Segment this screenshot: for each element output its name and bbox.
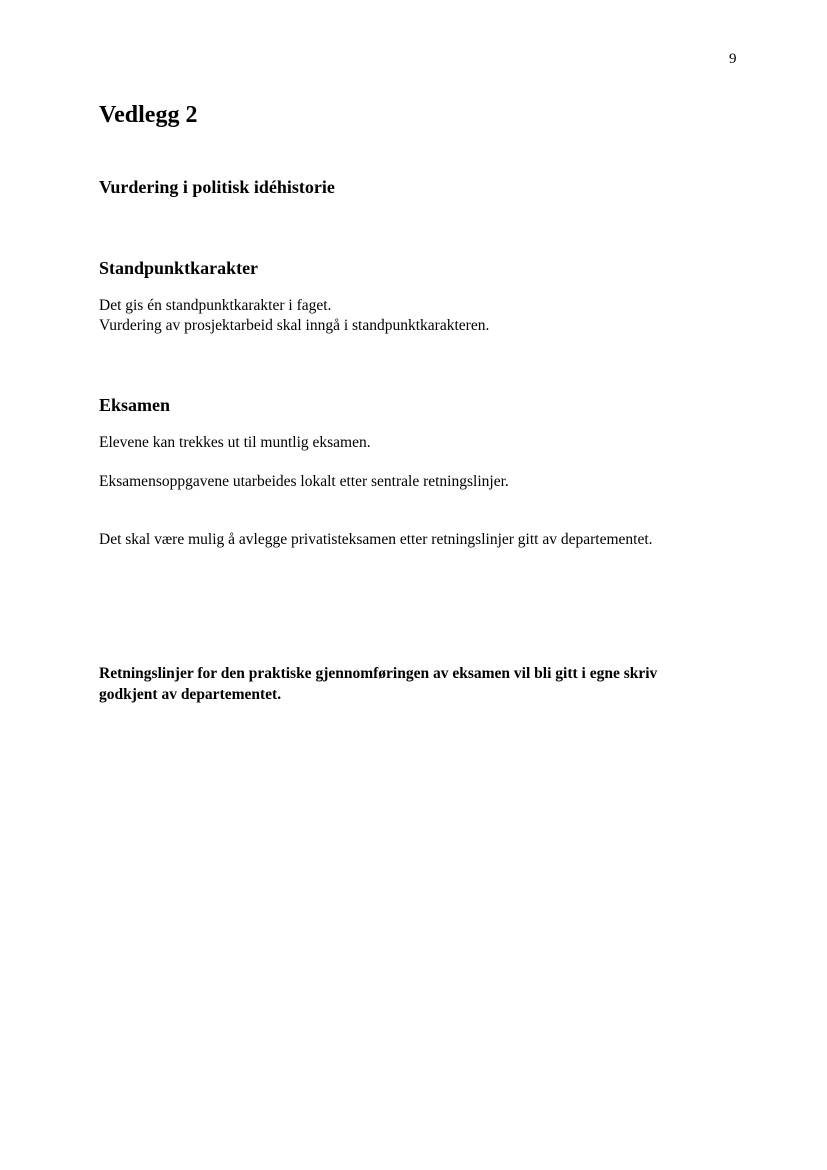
paragraph-line: Elevene kan trekkes ut til muntlig eksamen. xyxy=(99,434,371,451)
page-number: 9 xyxy=(729,51,737,67)
document-subtitle: Vurdering i politisk idéhistorie xyxy=(99,177,335,197)
paragraph-line: Eksamensoppgavene utarbeides lokalt etter sentrale retningslinjer. xyxy=(99,473,509,490)
bold-note xyxy=(99,663,709,705)
document-title: Vedlegg 2 xyxy=(99,102,198,128)
paragraph-line: Det skal være mulig å avlegge privatisteksamen etter retningslinjer gitt av departementet. xyxy=(99,531,653,548)
paragraph-line: Det gis én standpunktkarakter i faget. xyxy=(99,297,332,314)
paragraph-line: Vurdering av prosjektarbeid skal inngå i standpunktkarakteren. xyxy=(99,317,490,334)
section-heading-eksamen: Eksamen xyxy=(99,395,171,415)
note-line: godkjent av departementet. xyxy=(99,686,282,703)
section-heading-standpunktkarakter: Standpunktkarakter xyxy=(99,258,259,278)
note-line: Retningslinjer for den praktiske gjennomføringen av eksamen vil bli gitt i egne skriv xyxy=(99,665,658,682)
